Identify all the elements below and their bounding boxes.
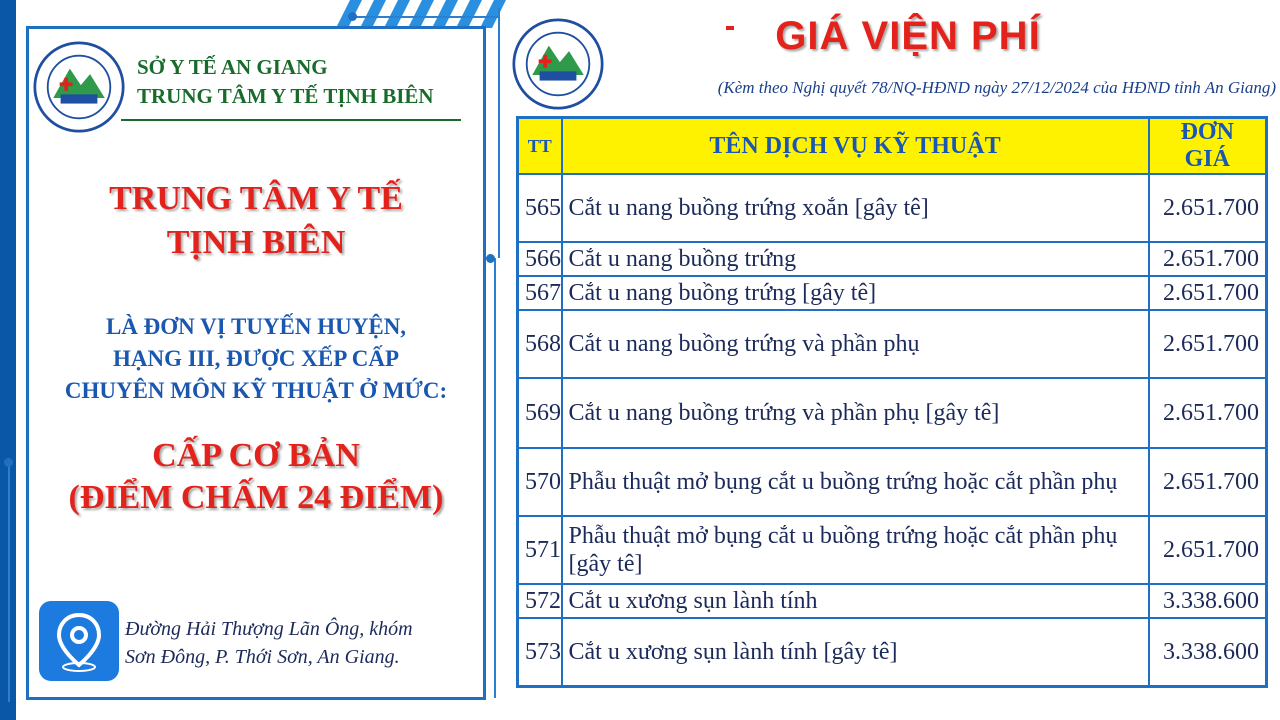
column-header-price: ĐƠN GIÁ: [1149, 118, 1267, 175]
row-price: 2.651.700: [1149, 174, 1267, 242]
center-title-line2: TỊNH BIÊN: [166, 224, 346, 261]
hospital-logo-small: [512, 18, 604, 110]
row-price: 2.651.700: [1149, 516, 1267, 584]
desc-line3: CHUYÊN MÔN KỸ THUẬT Ở MỨC:: [64, 378, 448, 403]
row-tt: 569: [518, 378, 562, 448]
decorative-line: [352, 16, 498, 18]
desc-line1: LÀ ĐƠN VỊ TUYẾN HUYỆN,: [105, 314, 407, 339]
level-line2: (ĐIỂM CHẤM 24 ĐIỂM): [68, 479, 444, 516]
level-line1: CẤP CƠ BẢN: [152, 437, 360, 474]
center-title: [29, 177, 483, 265]
row-service: Cắt u nang buồng trứng và phần phụ [gây tê]: [562, 378, 1149, 448]
decorative-dot: [4, 458, 13, 467]
address-line2: Sơn Đông, P. Thới Sơn, An Giang.: [125, 646, 400, 668]
fee-table: [516, 116, 1268, 688]
decorative-stripes: [330, 0, 510, 28]
row-tt: 571: [518, 516, 562, 584]
row-service: Cắt u xương sụn lành tính: [562, 584, 1149, 618]
table-row: [518, 310, 1267, 378]
row-tt: 566: [518, 242, 562, 276]
address-line1: Đường Hải Thượng Lãn Ông, khóm: [125, 618, 413, 640]
row-service: Cắt u xương sụn lành tính [gây tê]: [562, 618, 1149, 686]
org-header: [137, 55, 487, 109]
classification-description: [29, 311, 483, 407]
table-row: [518, 618, 1267, 686]
row-service: Cắt u nang buồng trứng: [562, 242, 1149, 276]
decorative-dot: [348, 12, 357, 21]
row-service: Phẫu thuật mở bụng cắt u buồng trứng hoặc cắt phần phụ: [562, 448, 1149, 516]
decorative-line: [8, 462, 10, 702]
row-tt: 572: [518, 584, 562, 618]
table-header-row: [518, 118, 1267, 175]
table-row: [518, 276, 1267, 310]
decorative-dot: [486, 254, 495, 263]
row-tt: 570: [518, 448, 562, 516]
row-service: Phẫu thuật mở bụng cắt u buồng trứng hoặc cắt phần phụ [gây tê]: [562, 516, 1149, 584]
fee-title: GIÁ VIỆN PHÍ: [775, 14, 1041, 58]
table-row: [518, 242, 1267, 276]
row-tt: 568: [518, 310, 562, 378]
row-price: 3.338.600: [1149, 618, 1267, 686]
row-service: Cắt u nang buồng trứng xoắn [gây tê]: [562, 174, 1149, 242]
center-title-line1: TRUNG TÂM Y TẾ: [109, 180, 403, 217]
column-header-service: TÊN DỊCH VỤ KỸ THUẬT: [562, 118, 1149, 175]
fee-subtitle: (Kèm theo Nghị quyết 78/NQ-HĐND ngày 27/12/2024 của HĐND tỉnh An Giang): [717, 78, 1276, 97]
table-row: [518, 378, 1267, 448]
map-pin-icon: [39, 601, 119, 681]
table-row: [518, 584, 1267, 618]
row-price: 2.651.700: [1149, 276, 1267, 310]
address-text: [125, 615, 475, 671]
row-tt: 567: [518, 276, 562, 310]
decorative-line: [494, 258, 496, 698]
row-price: 2.651.700: [1149, 448, 1267, 516]
column-header-tt: TT: [518, 118, 562, 175]
row-price: 3.338.600: [1149, 584, 1267, 618]
row-tt: 573: [518, 618, 562, 686]
left-info-card: [26, 26, 486, 700]
fee-panel: [508, 4, 1276, 708]
header-divider: [121, 119, 461, 121]
decorative-line: [498, 8, 500, 258]
org-parent-name: SỞ Y TẾ AN GIANG: [137, 55, 328, 79]
row-service: Cắt u nang buồng trứng [gây tê]: [562, 276, 1149, 310]
table-row: [518, 516, 1267, 584]
desc-line2: HẠNG III, ĐƯỢC XẾP CẤP: [112, 346, 400, 371]
hospital-logo: [33, 41, 125, 133]
org-name: TRUNG TÂM Y TẾ TỊNH BIÊN: [137, 84, 434, 108]
table-row: [518, 448, 1267, 516]
row-price: 2.651.700: [1149, 310, 1267, 378]
title-mark: [726, 26, 734, 30]
row-tt: 565: [518, 174, 562, 242]
row-price: 2.651.700: [1149, 242, 1267, 276]
level-statement: [29, 435, 483, 519]
row-price: 2.651.700: [1149, 378, 1267, 448]
row-service: Cắt u nang buồng trứng và phần phụ: [562, 310, 1149, 378]
table-row: [518, 174, 1267, 242]
